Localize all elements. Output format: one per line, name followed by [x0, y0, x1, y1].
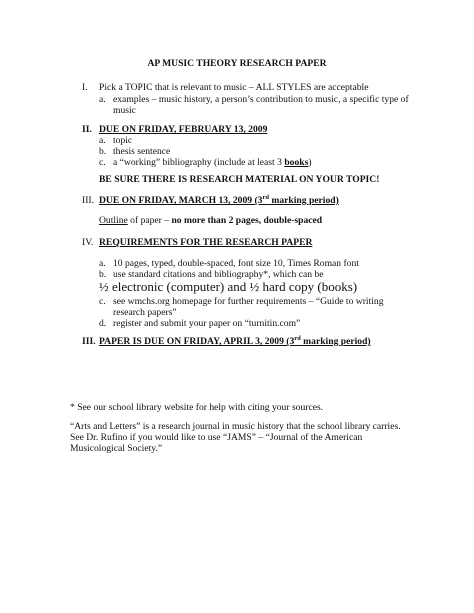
section-3-heading-sup: rd: [262, 193, 269, 201]
section-3-numeral: III.: [82, 195, 94, 206]
section-2-item-c: [113, 157, 312, 168]
section-2-item-b: thesis sentence: [113, 146, 171, 157]
section-4-item-d-label: d.: [99, 318, 107, 329]
section-3-heading: [99, 195, 339, 206]
outline-line: [99, 215, 322, 226]
research-warning: BE SURE THERE IS RESEARCH MATERIAL ON YOUR TOPIC!: [99, 174, 380, 185]
section-2-numeral: II.: [82, 124, 92, 135]
section-4-item-c-line2: research papers”: [113, 307, 177, 318]
copy-format-line: ½ electronic (computer) and ½ hard copy (books): [99, 279, 358, 294]
section-3-heading-text: DUE ON FRIDAY, MARCH 13, 2009 (3: [99, 195, 263, 206]
section-5-heading-tail: marking period): [300, 336, 371, 347]
outline-mid: of paper –: [127, 215, 172, 226]
document-title: AP MUSIC THEORY RESEARCH PAPER: [147, 58, 327, 69]
section-1-numeral: I.: [82, 82, 88, 93]
section-1-item-a-line1: examples – music history, a person’s contribution to music, a specific type of: [113, 94, 409, 105]
section-1-item-a-line2: music: [113, 105, 136, 116]
section-1-text: Pick a TOPIC that is relevant to music – ALL STYLES are acceptable: [99, 82, 369, 93]
section-2-item-c-text: a “working” bibliography (include at least 3: [113, 157, 285, 168]
section-2-item-c-close: ): [308, 157, 312, 168]
section-4-item-a: 10 pages, typed, double-spaced, font size 10, Times Roman font: [113, 258, 359, 269]
section-2-item-c-label: c.: [99, 157, 106, 168]
section-4-numeral: IV.: [82, 237, 94, 248]
section-1-item-a-label: a.: [99, 94, 106, 105]
section-2-heading: DUE ON FRIDAY, FEBRUARY 13, 2009: [99, 124, 268, 135]
outline-limit: no more than 2 pages, double-spaced: [171, 215, 323, 226]
section-2-item-c-books: books: [284, 157, 309, 168]
footnote: * See our school library website for help with citing your sources.: [70, 402, 324, 413]
section-3-heading-tail: marking period): [268, 195, 339, 206]
section-4-item-c-line1: see wmchs.org homepage for further requirements – “Guide to writing: [113, 296, 384, 307]
section-2-item-a: topic: [113, 135, 133, 146]
section-4-item-a-label: a.: [99, 258, 106, 269]
section-5-numeral: III.: [82, 336, 96, 347]
section-2-item-a-label: a.: [99, 135, 106, 146]
section-5-heading: [99, 336, 371, 347]
section-2-item-b-label: b.: [99, 146, 107, 157]
section-5-heading-text: PAPER IS DUE ON FRIDAY, APRIL 3, 2009 (3: [99, 336, 295, 347]
section-4-item-b-label: b.: [99, 269, 107, 280]
section-4-heading: REQUIREMENTS FOR THE RESEARCH PAPER: [99, 237, 313, 248]
section-4-item-d: register and submit your paper on “turnitin.com”: [113, 318, 301, 329]
section-4-item-b: use standard citations and bibliography*, which can be: [113, 269, 324, 280]
arts-note-line3: Musicological Society.”: [70, 443, 163, 454]
outline-word: Outline: [99, 215, 128, 226]
arts-note-line2: See Dr. Rufino if you would like to use “JAMS” – “Journal of the American: [70, 432, 363, 443]
arts-note-line1: “Arts and Letters” is a research journal in music history that the school library carries.: [70, 421, 401, 432]
section-4-item-c-label: c.: [99, 296, 106, 307]
section-5-heading-sup: rd: [294, 334, 301, 342]
